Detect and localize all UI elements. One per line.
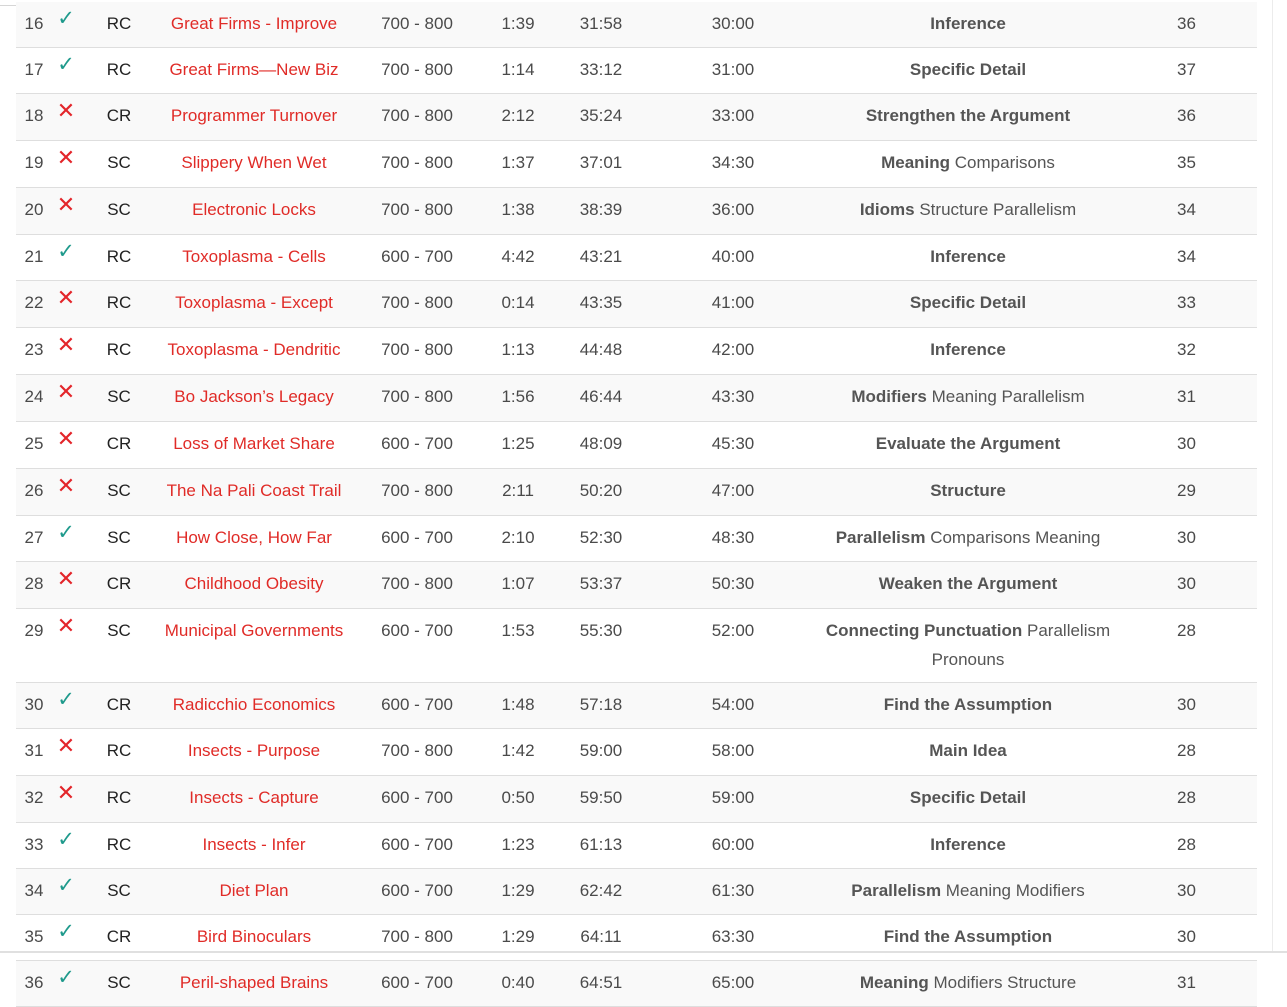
- target-time: 59:00: [711, 788, 755, 807]
- question-number: 31: [24, 741, 44, 760]
- question-category: [820, 690, 1116, 719]
- elapsed-time: 33:12: [579, 60, 623, 79]
- category-primary: Strengthen the Argument: [865, 106, 1071, 125]
- table-row: [16, 915, 1257, 961]
- result-cell: [52, 830, 84, 860]
- time-spent: 1:23: [501, 835, 535, 854]
- difficulty-range: 700 - 800: [381, 200, 453, 219]
- question-title-link[interactable]: Insects - Purpose: [187, 741, 321, 760]
- difficulty-range: 600 - 700: [381, 621, 453, 640]
- category-primary: Meaning: [859, 973, 929, 992]
- question-title-link[interactable]: Childhood Obesity: [184, 574, 324, 593]
- result-cell: [52, 613, 84, 647]
- question-category: [820, 523, 1116, 552]
- question-category: [820, 195, 1116, 224]
- table-row: [16, 869, 1257, 915]
- elapsed-time: 48:09: [579, 434, 623, 453]
- elapsed-time: 64:11: [580, 927, 622, 946]
- result-cell: [52, 473, 84, 507]
- time-spent: 1:48: [501, 695, 535, 714]
- category-secondary: Comparisons Meaning: [930, 528, 1101, 547]
- question-category: [820, 429, 1116, 458]
- question-category: [820, 830, 1116, 859]
- question-title-link[interactable]: The Na Pali Coast Trail: [166, 481, 342, 500]
- running-score: 34: [1177, 200, 1196, 219]
- difficulty-range: 600 - 700: [381, 434, 453, 453]
- cross-icon: ✕: [56, 379, 76, 404]
- time-spent: 0:50: [501, 788, 535, 807]
- difficulty-range: 700 - 800: [381, 927, 453, 946]
- category-primary: Specific Detail: [909, 788, 1027, 807]
- target-time: 50:30: [711, 574, 755, 593]
- question-category: [820, 288, 1116, 317]
- time-spent: 1:37: [501, 153, 535, 172]
- question-type: SC: [107, 481, 131, 500]
- question-number: 17: [24, 60, 44, 79]
- target-time: 60:00: [711, 835, 755, 854]
- cross-icon: ✕: [56, 473, 76, 498]
- question-title-link[interactable]: Toxoplasma - Dendritic: [167, 340, 341, 359]
- target-time: 31:00: [711, 60, 755, 79]
- time-spent: 4:42: [501, 247, 535, 266]
- table-row: [16, 328, 1257, 375]
- question-number: 22: [24, 293, 44, 312]
- question-title-link[interactable]: Insects - Infer: [202, 835, 306, 854]
- question-number: 25: [24, 434, 44, 453]
- running-score: 28: [1177, 621, 1196, 640]
- target-time: 34:30: [711, 153, 755, 172]
- question-category: [820, 55, 1116, 84]
- difficulty-range: 600 - 700: [381, 528, 453, 547]
- question-type: RC: [106, 835, 132, 854]
- running-score: 29: [1177, 481, 1196, 500]
- table-row: [16, 141, 1257, 188]
- running-score: 30: [1177, 574, 1196, 593]
- category-primary: Structure: [930, 481, 1006, 500]
- question-type: CR: [106, 695, 132, 714]
- difficulty-range: 600 - 700: [381, 881, 453, 900]
- elapsed-time: 44:48: [579, 340, 623, 359]
- target-time: 33:00: [711, 106, 755, 125]
- running-score: 37: [1177, 60, 1196, 79]
- table-row: [16, 562, 1257, 609]
- running-score: 36: [1177, 14, 1196, 33]
- question-type: SC: [107, 621, 131, 640]
- question-number: 23: [24, 340, 44, 359]
- cross-icon: ✕: [56, 145, 76, 170]
- target-time: 42:00: [711, 340, 755, 359]
- question-title-link[interactable]: Programmer Turnover: [170, 106, 338, 125]
- elapsed-time: 50:20: [579, 481, 623, 500]
- question-type: CR: [106, 574, 132, 593]
- result-cell: [52, 426, 84, 460]
- category-secondary: Structure Parallelism: [919, 200, 1077, 219]
- elapsed-time: 55:30: [579, 621, 623, 640]
- table-row: [16, 683, 1257, 729]
- result-cell: [52, 733, 84, 767]
- question-type: CR: [106, 434, 132, 453]
- difficulty-range: 600 - 700: [381, 835, 453, 854]
- vertical-scrollbar[interactable]: [1272, 0, 1287, 953]
- difficulty-range: 700 - 800: [381, 741, 453, 760]
- question-category: [820, 922, 1116, 951]
- time-spent: 2:11: [502, 481, 534, 500]
- check-icon: ✓: [57, 688, 75, 711]
- question-number: 19: [24, 153, 44, 172]
- question-title-link[interactable]: Loss of Market Share: [173, 434, 335, 453]
- target-time: 63:30: [711, 927, 755, 946]
- cross-icon: ✕: [56, 332, 76, 357]
- difficulty-range: 700 - 800: [381, 340, 453, 359]
- difficulty-range: 600 - 700: [381, 973, 453, 992]
- result-cell: [52, 98, 84, 132]
- category-primary: Weaken the Argument: [878, 574, 1058, 593]
- question-category: [820, 242, 1116, 271]
- elapsed-time: 57:18: [579, 695, 623, 714]
- cross-icon: ✕: [56, 98, 76, 123]
- question-number: 28: [24, 574, 44, 593]
- time-spent: 1:39: [501, 14, 535, 33]
- elapsed-time: 62:42: [579, 881, 623, 900]
- running-score: 32: [1177, 340, 1196, 359]
- table-row: [16, 94, 1257, 141]
- question-number: 20: [24, 200, 44, 219]
- question-type: RC: [106, 340, 132, 359]
- running-score: 34: [1177, 247, 1196, 266]
- time-spent: 1:25: [501, 434, 535, 453]
- table-row: [16, 776, 1257, 823]
- time-spent: 0:40: [501, 973, 535, 992]
- check-icon: ✓: [57, 7, 75, 30]
- target-time: 58:00: [711, 741, 755, 760]
- category-primary: Modifiers: [851, 387, 927, 406]
- elapsed-time: 38:39: [579, 200, 623, 219]
- category-primary: Find the Assumption: [883, 695, 1053, 714]
- table-row: [16, 609, 1257, 683]
- question-type: SC: [107, 881, 131, 900]
- result-cell: [52, 145, 84, 179]
- question-number: 26: [24, 481, 44, 500]
- question-type: SC: [107, 200, 131, 219]
- question-type: RC: [106, 293, 132, 312]
- difficulty-range: 700 - 800: [381, 60, 453, 79]
- table-row: [16, 188, 1257, 235]
- question-category: [820, 968, 1116, 997]
- running-score: 30: [1177, 434, 1196, 453]
- elapsed-time: 59:00: [579, 741, 623, 760]
- time-spent: 1:42: [501, 741, 535, 760]
- category-primary: Specific Detail: [909, 60, 1027, 79]
- category-secondary: Meaning Modifiers: [945, 881, 1085, 900]
- cross-icon: ✕: [56, 426, 76, 451]
- target-time: 54:00: [711, 695, 755, 714]
- elapsed-time: 35:24: [579, 106, 623, 125]
- target-time: 41:00: [711, 293, 755, 312]
- time-spent: 1:07: [501, 574, 535, 593]
- check-icon: ✓: [57, 966, 75, 989]
- question-title-link[interactable]: Radicchio Economics: [172, 695, 336, 714]
- cross-icon: ✕: [56, 566, 76, 591]
- running-score: 30: [1177, 528, 1196, 547]
- running-score: 30: [1177, 881, 1196, 900]
- category-primary: Inference: [930, 340, 1006, 359]
- result-cell: [52, 379, 84, 413]
- target-time: 47:00: [711, 481, 755, 500]
- question-results-table: [16, 2, 1257, 1007]
- question-type: CR: [106, 106, 132, 125]
- difficulty-range: 700 - 800: [381, 14, 453, 33]
- category-primary: Meaning: [881, 153, 951, 172]
- question-category: [820, 382, 1116, 411]
- category-primary: Parallelism: [835, 528, 926, 547]
- question-title-link[interactable]: How Close, How Far: [176, 528, 332, 547]
- difficulty-range: 700 - 800: [381, 481, 453, 500]
- result-cell: [52, 780, 84, 814]
- category-secondary: Parallelism Pronouns: [931, 621, 1111, 669]
- question-category: [820, 783, 1116, 812]
- question-number: 34: [24, 881, 44, 900]
- category-primary: Inference: [930, 835, 1006, 854]
- elapsed-time: 37:01: [579, 153, 623, 172]
- running-score: 33: [1177, 293, 1196, 312]
- table-row: [16, 48, 1257, 94]
- cross-icon: ✕: [56, 780, 76, 805]
- question-type: SC: [107, 528, 131, 547]
- elapsed-time: 64:51: [579, 973, 623, 992]
- category-primary: Inference: [930, 247, 1006, 266]
- running-score: 31: [1177, 387, 1196, 406]
- table-row: [16, 235, 1257, 281]
- elapsed-time: 43:21: [579, 247, 623, 266]
- question-number: 32: [24, 788, 44, 807]
- time-spent: 1:38: [501, 200, 535, 219]
- elapsed-time: 31:58: [579, 14, 623, 33]
- question-number: 21: [24, 247, 44, 266]
- question-number: 29: [24, 621, 44, 640]
- cross-icon: ✕: [56, 285, 76, 310]
- check-icon: ✓: [57, 874, 75, 897]
- target-time: 52:00: [711, 621, 755, 640]
- question-title-link[interactable]: Peril-shaped Brains: [179, 973, 329, 992]
- category-secondary: Meaning Parallelism: [931, 387, 1085, 406]
- difficulty-range: 600 - 700: [381, 788, 453, 807]
- question-title-link[interactable]: Toxoplasma - Cells: [182, 247, 326, 266]
- check-icon: ✓: [57, 920, 75, 943]
- bottom-divider: [0, 951, 1287, 953]
- category-primary: Parallelism: [851, 881, 942, 900]
- question-category: [820, 9, 1116, 38]
- category-primary: Main Idea: [929, 741, 1007, 760]
- target-time: 45:30: [711, 434, 755, 453]
- table-row: [16, 375, 1257, 422]
- time-spent: 1:14: [501, 60, 535, 79]
- question-title-link[interactable]: Diet Plan: [219, 881, 289, 900]
- category-primary: Inference: [930, 14, 1006, 33]
- table-row: [16, 281, 1257, 328]
- result-cell: [52, 523, 84, 553]
- question-type: SC: [107, 387, 131, 406]
- target-time: 36:00: [711, 200, 755, 219]
- question-type: CR: [106, 927, 132, 946]
- elapsed-time: 59:50: [579, 788, 623, 807]
- time-spent: 1:13: [501, 340, 535, 359]
- table-row: [16, 823, 1257, 869]
- question-number: 35: [24, 927, 44, 946]
- result-cell: [52, 332, 84, 366]
- running-score: 28: [1177, 835, 1196, 854]
- difficulty-range: 700 - 800: [381, 574, 453, 593]
- elapsed-time: 61:13: [579, 835, 623, 854]
- result-cell: [52, 285, 84, 319]
- question-category: [820, 616, 1116, 674]
- cross-icon: ✕: [56, 192, 76, 217]
- question-category: [820, 335, 1116, 364]
- result-cell: [52, 566, 84, 600]
- cross-icon: ✕: [56, 613, 76, 638]
- check-icon: ✓: [57, 521, 75, 544]
- question-category: [820, 148, 1116, 177]
- question-category: [820, 736, 1116, 765]
- target-time: 30:00: [711, 14, 755, 33]
- question-number: 27: [24, 528, 44, 547]
- elapsed-time: 46:44: [579, 387, 623, 406]
- question-type: RC: [106, 247, 132, 266]
- time-spent: 0:14: [501, 293, 535, 312]
- question-title-link[interactable]: Bird Binoculars: [196, 927, 312, 946]
- result-cell: [52, 9, 84, 39]
- result-cell: [52, 192, 84, 226]
- question-title-link[interactable]: Slippery When Wet: [181, 153, 327, 172]
- question-category: [820, 476, 1116, 505]
- running-score: 31: [1177, 973, 1196, 992]
- target-time: 48:30: [711, 528, 755, 547]
- question-type: RC: [106, 788, 132, 807]
- table-row: [16, 729, 1257, 776]
- category-primary: Specific Detail: [909, 293, 1027, 312]
- question-type: RC: [106, 60, 132, 79]
- difficulty-range: 600 - 700: [381, 695, 453, 714]
- difficulty-range: 700 - 800: [381, 153, 453, 172]
- elapsed-time: 43:35: [579, 293, 623, 312]
- question-type: SC: [107, 153, 131, 172]
- category-primary: Connecting Punctuation: [825, 621, 1023, 640]
- result-cell: [52, 922, 84, 952]
- target-time: 43:30: [711, 387, 755, 406]
- difficulty-range: 700 - 800: [381, 106, 453, 125]
- question-title-link[interactable]: Great Firms—New Biz: [169, 60, 339, 79]
- target-time: 65:00: [711, 973, 755, 992]
- category-secondary: Modifiers Structure: [933, 973, 1077, 992]
- time-spent: 1:53: [501, 621, 535, 640]
- running-score: 30: [1177, 695, 1196, 714]
- difficulty-range: 600 - 700: [381, 247, 453, 266]
- running-score: 35: [1177, 153, 1196, 172]
- question-category: [820, 101, 1116, 130]
- question-title-link[interactable]: Bo Jackson’s Legacy: [174, 387, 334, 406]
- table-row: [16, 422, 1257, 469]
- elapsed-time: 53:37: [579, 574, 623, 593]
- running-score: 30: [1177, 927, 1196, 946]
- result-cell: [52, 690, 84, 720]
- question-number: 30: [24, 695, 44, 714]
- category-primary: Idioms: [859, 200, 915, 219]
- check-icon: ✓: [57, 53, 75, 76]
- question-type: RC: [106, 741, 132, 760]
- question-title-link[interactable]: Municipal Governments: [164, 621, 344, 640]
- question-number: 18: [24, 106, 44, 125]
- question-type: SC: [107, 973, 131, 992]
- running-score: 28: [1177, 741, 1196, 760]
- result-cell: [52, 242, 84, 272]
- question-number: 16: [24, 14, 44, 33]
- difficulty-range: 700 - 800: [381, 387, 453, 406]
- cross-icon: ✕: [56, 733, 76, 758]
- table-row: [16, 961, 1257, 1007]
- target-time: 40:00: [711, 247, 755, 266]
- question-title-link[interactable]: Electronic Locks: [192, 200, 316, 219]
- table-row: [16, 469, 1257, 516]
- time-spent: 2:10: [501, 528, 535, 547]
- question-title-link[interactable]: Toxoplasma - Except: [175, 293, 333, 312]
- question-type: RC: [106, 14, 132, 33]
- question-category: [820, 876, 1116, 905]
- running-score: 28: [1177, 788, 1196, 807]
- category-secondary: Comparisons: [954, 153, 1055, 172]
- category-primary: Evaluate the Argument: [875, 434, 1061, 453]
- target-time: 61:30: [711, 881, 755, 900]
- table-row: [16, 516, 1257, 562]
- question-title-link[interactable]: Great Firms - Improve: [170, 14, 338, 33]
- time-spent: 1:29: [501, 927, 535, 946]
- time-spent: 2:12: [501, 106, 535, 125]
- check-icon: ✓: [57, 828, 75, 851]
- time-spent: 1:56: [501, 387, 535, 406]
- category-primary: Find the Assumption: [883, 927, 1053, 946]
- question-number: 33: [24, 835, 44, 854]
- question-title-link[interactable]: Insects - Capture: [189, 788, 319, 807]
- result-cell: [52, 876, 84, 906]
- question-number: 36: [24, 973, 44, 992]
- difficulty-range: 700 - 800: [381, 293, 453, 312]
- question-category: [820, 569, 1116, 598]
- elapsed-time: 52:30: [579, 528, 623, 547]
- time-spent: 1:29: [501, 881, 535, 900]
- running-score: 36: [1177, 106, 1196, 125]
- result-cell: [52, 55, 84, 85]
- question-number: 24: [24, 387, 44, 406]
- table-row: [16, 2, 1257, 48]
- result-cell: [52, 968, 84, 998]
- check-icon: ✓: [57, 240, 75, 263]
